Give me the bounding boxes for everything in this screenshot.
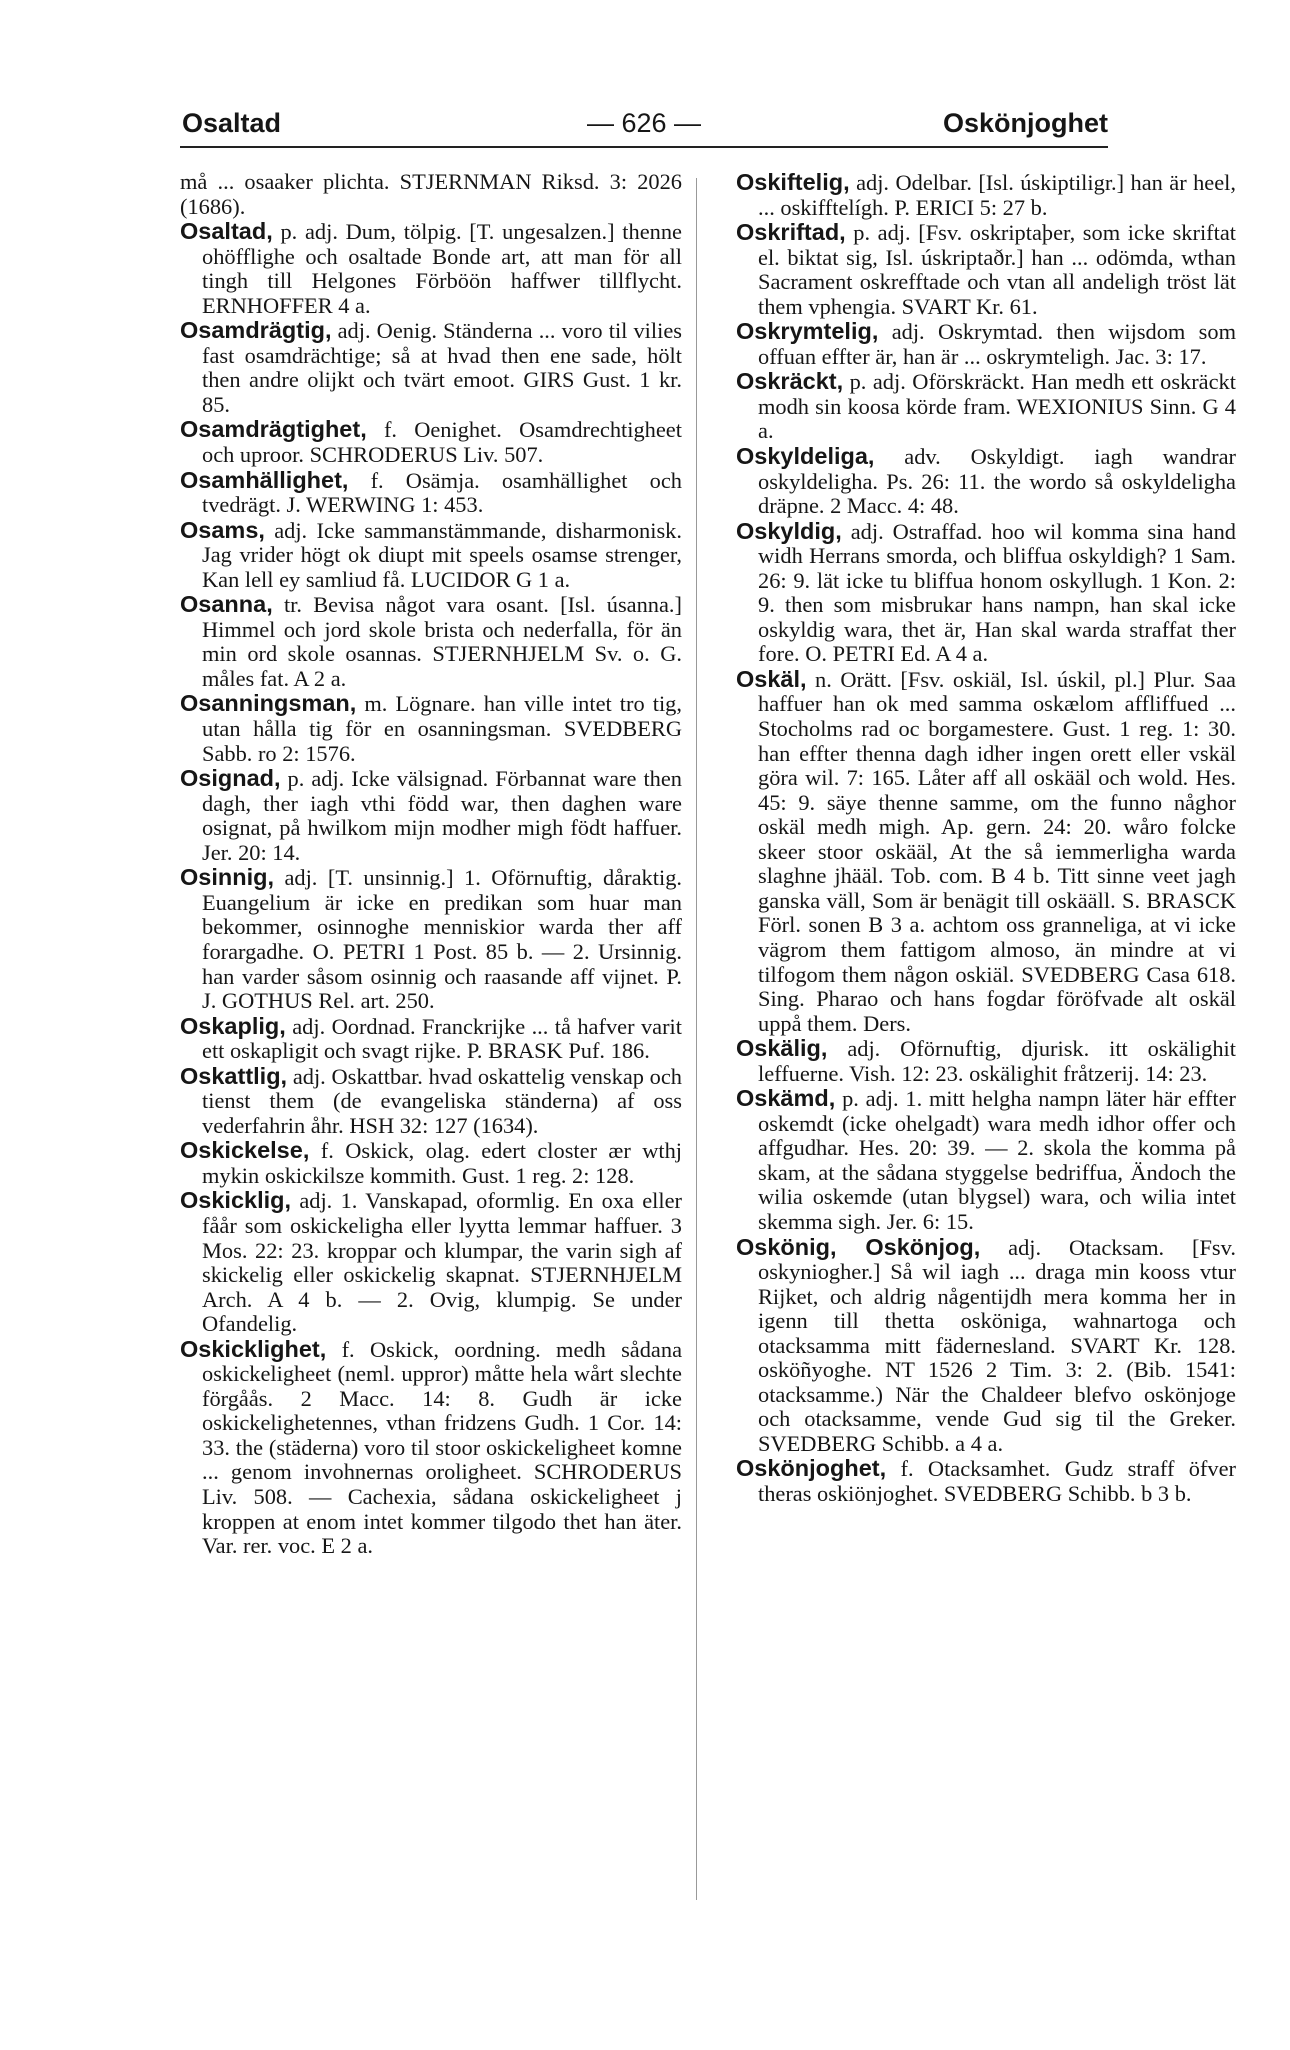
entry-body: må ... osaaker plichta. STJERNMAN Riksd. 3: 2026 (1686). [180,169,682,219]
running-header [180,106,1108,146]
header-rule [180,146,1108,148]
entry-body: Orätt. [Fsv. oskiäl, Isl. úskil, pl.] Plur. Saa haffuer han ok med samma oskælom affliffued ... Stocholms rad oc borgamestere. Gust. 1 reg. 1: 30. han effter thenna dagh idher ingen orett eller vskäl göra wil. 7: 165. Låter aff all oskääl och wold. Hes. 45: 9. säye thenne samme, om the funno någhor oskäl medh migh. Ap. gern. 24: 20. wåro folcke skeer stoor oskääl, At the så iemmerligha warda slaghne jhääl. Tob. com. B 4 b. Titt sinne veet jagh ganska väll, Som är benägit till oskääll. S. BRASCK Förl. sonen B 3 a. achtom oss granneliga, at vi icke vägrom them fattigom almoso, än mindre at vi tilfogom them någon oskiäl. SVEDBERG Casa 618. Sing. Pharao och hans fogdar föröfvade alt oskäl uppå them. Ders. [758,666,1237,1036]
headword: Oskäl, [736,665,807,692]
headword: Osamhällighet, [180,466,349,493]
dictionary-entry [736,1036,1236,1086]
left-column [180,170,682,1559]
part-of-speech: p. adj. [280,219,338,245]
dictionary-entry [736,319,1236,369]
dictionary-entry [180,219,682,318]
dictionary-entry [180,1064,682,1139]
part-of-speech: p. adj. [287,766,345,792]
dictionary-entry [736,1235,1236,1457]
dictionary-entry [736,170,1236,220]
entry-body: Dum, tölpig. [T. ungesalzen.] thenne ohöfflighe och osaltade Bonde art, att man för all tingh till Helgones Förböön haffwer tillflycht. ERNHOFFER 4 a. [202,219,682,318]
entry-body: Otacksamhet. Gudz straff öfver theras oskiönjoghet. SVEDBERG Schibb. b 3 b. [758,1456,1236,1506]
dictionary-entry [736,220,1236,319]
part-of-speech: f. [320,1138,334,1164]
headword: Osinnig, [180,864,274,891]
headword: Osamdrägtighet, [180,416,367,443]
dictionary-entry [736,1456,1236,1506]
entry-body: Oförnuftig, djurisk. itt oskälighit leffuerne. Vish. 12: 23. oskälighit fråtzerij. 14: 23. [758,1036,1236,1086]
headword: Oskriftad, [736,219,846,246]
dictionary-entry [180,170,682,219]
dictionary-entry [736,444,1236,519]
part-of-speech: f. [900,1456,914,1482]
entry-body: [T. unsinnig.] 1. Oförnuftig, dåraktig. Euangelium är icke en predikan som huar man bekommer, osinnoghe menniskior warda ther aff forargadhe. O. PETRI 1 Post. 85 b. — 2. Ursinnig. han varder såsom osinnig och raasande aff vijnet. P. J. GOTHUS Rel. art. 250. [202,865,682,1014]
part-of-speech: p. adj. [842,1086,899,1112]
dictionary-entry [736,519,1236,667]
part-of-speech: adj. [856,170,890,195]
headword: Oskiftelig, [736,169,850,195]
part-of-speech: p. adj. [853,220,911,246]
headword: Osanningsman, [180,690,357,717]
dictionary-entry [180,318,682,417]
entry-body: Oskrymtad. then wijsdom som offuan effter är, han är ... oskrymteligh. Jac. 3: 17. [758,319,1236,369]
part-of-speech: adj. [1008,1234,1042,1260]
entry-body: Oskick, oordning. medh sådana oskickeligheet (neml. uppror) måtte hela wårt slechte förgåås. 2 Macc. 14: 8. Gudh är icke oskickelighetennes, vthan fridzens Gudh. 1 Cor. 14: 33. the (städerna) voro til stoor oskickeligheet komne ... genom invohnernas oroligheet. SCHRODERUS Liv. 508. — Cachexia, sådana oskickeligheet j kroppen at enom intet kommer tilgodo thet han äter. Var. rer. voc. E 2 a. [202,1336,683,1559]
headword: Oskickelse, [180,1137,310,1164]
headword: Oskyldeliga, [736,443,875,470]
headword: Oskyldig, [736,517,842,544]
part-of-speech: m. [364,691,388,717]
dictionary-entry [736,667,1236,1036]
headword: Oskönig, Oskönjog, [736,1233,981,1260]
part-of-speech: adj. [292,1063,326,1089]
headword: Oskrymtelig, [736,318,879,345]
part-of-speech: adj. [850,518,884,544]
entry-body: Oskick, olag. edert closter ær wthj mykin oskickilsze kommith. Gust. 1 reg. 2: 128. [202,1138,683,1188]
entry-body: Oförskräckt. Han medh ett oskräckt modh sin koosa körde fram. WEXIONIUS Sinn. G 4 a. [758,369,1236,444]
entry-body: Osämja. osamhällighet och tvedrägt. J. WERWING 1: 453. [202,467,682,518]
dictionary-entry [180,518,682,593]
entry-body: Icke välsignad. Förbannat ware then dagh, ther iagh vthi född war, then daghen ware osignat, på hwilkom mijn modher migh födt haffuer. Jer. 20: 14. [202,766,683,865]
part-of-speech: adj. [292,1013,326,1039]
dictionary-entry [180,468,682,518]
dictionary-entry [736,1086,1236,1234]
page-number: — 626 — [586,108,702,138]
dictionary-entry [180,592,682,691]
dictionary-entry [180,417,682,467]
entry-body: Oordnad. Franckrijke ... tå hafver varit ett oskapligit och svagt rijke. P. BRASK Puf. 186. [202,1013,682,1064]
headword: Oskräckt, [736,368,844,395]
entry-body: Ostraffad. hoo wil komma sina hand widh Herrans smorda, och bliffua oskyldigh? 1 Sam. 26: 9. lät icke tu bliffua honom oskyllugh. 1 Kon. 2: 9. then som misbrukar hans nampn, han skal icke oskyldig wara, thet är, Han skal warda straffat ther fore. O. PETRI Ed. A 4 a. [758,518,1236,667]
headword: Osams, [180,516,265,543]
part-of-speech: adv. [904,444,941,470]
entry-body: 1. mitt helgha nampn läter här effter oskemdt (icke ohelgadt) wara medh idhor offer och affgudhar. Hes. 20: 39. — 2. skola the komma på skam, at the sådana styggelse bedriffua, Ändoch the wilia oskemde (utan blygsel) wara, och wilia intet skemma sigh. Jer. 6: 15. [758,1086,1236,1234]
dictionary-entry [180,1337,682,1559]
entry-body: Bevisa något vara osant. [Isl. úsanna.] Himmel och jord skole brista och nederfalla, för än min ord skole osannas. STJERNHJELM Sv. o. G. måles fat. A 2 a. [202,592,682,691]
header-right-guideword: Oskönjoghet [942,108,1108,138]
dictionary-entry [180,691,682,766]
headword: Oskönjoghet, [736,1455,887,1482]
part-of-speech: adj. [299,1188,333,1214]
headword: Oskaplig, [180,1012,286,1039]
part-of-speech: tr. [283,592,302,618]
dictionary-entry [180,1138,682,1188]
entry-body: 1. Vanskapad, oformlig. En oxa eller fåår som oskickeligha eller lyytta lemmar haffuer. 3 Mos. 22: 23. kroppar och klumpar, the varin sigh af skickelig eller oskickelig skapnat. STJERNHJELM Arch. A 4 b. — 2. Ovig, klumpig. Se under Ofandelig. [202,1188,682,1337]
part-of-speech: f. [370,467,384,493]
entry-body: Otacksam. [Fsv. oskyniogher.] Så wil iagh ... draga min kooss vtur Rijket, och aldrig någentijdh mera komma her in igenn till thetta osköniga, wahnartoga och otacksamma mitt fädernesland. SVART Kr. 128. osköñyoghe. NT 1526 2 Tim. 3: 2. (Bib. 1541: otacksamme.) När the Chaldeer blefvo oskönjoge och otacksamme, vende Gud sig til the Greker. SVEDBERG Schibb. a 4 a. [758,1234,1236,1456]
part-of-speech: f. [383,417,397,443]
entry-body: Odelbar. [Isl. úskiptiligr.] han är heel, ... oskifftelígh. P. ERICI 5: 27 b. [758,170,1236,220]
entry-body: Icke sammanstämmande, disharmonisk. Jag vrider högt ok diupt mit speels osamse strenger, Kan lell ey samliud få. LUCIDOR G 1 a. [202,517,682,592]
headword: Oskämd, [736,1085,836,1112]
entry-body: Oskattbar. hvad oskattelig venskap och tienst them (de evangeliska ständerna) af oss vederfahrin åhr. HSH 32: 127 (1634). [202,1063,682,1138]
dictionary-entry [180,1014,682,1064]
headword: Osamdrägtig, [180,317,332,344]
part-of-speech: f. [341,1336,355,1362]
headword: Oskattlig, [180,1062,288,1089]
header-left-guideword: Osaltad [182,108,282,138]
right-column [736,170,1236,1507]
part-of-speech: n. [815,666,832,692]
entry-body: Oenig. Ständerna ... voro til vilies fast osamdrächtige; så at hvad then ene sade, hölt then andre olijkt och tvärt emoot. GIRS Gust. 1 kr. 85. [202,318,682,417]
part-of-speech: adj. [891,319,925,345]
dictionary-entry [180,766,682,865]
headword: Oskicklig, [180,1187,292,1214]
dictionary-entry [736,369,1236,444]
headword: Oskälig, [736,1035,828,1062]
headword: Osaltad, [180,218,273,245]
column-divider [696,178,697,1900]
dictionary-entry [180,865,682,1013]
dictionary-entry [180,1188,682,1336]
headword: Osignad, [180,765,281,792]
headword: Oskicklighet, [180,1335,327,1362]
headword: Osanna, [180,591,273,618]
entry-body: Oskyldigt. iagh wandrar oskyldeligha. Ps. 26: 11. the wordo så oskyldeligha dräpne. 2 Macc. 4: 48. [758,444,1236,519]
part-of-speech: p. adj. [849,369,906,395]
part-of-speech: adj. [284,865,318,891]
entry-body: Oenighet. Osamdrechtigheet och uproor. SCHRODERUS Liv. 507. [202,417,682,468]
entry-body: Lögnare. han ville intet tro tig, utan hålla tig för en osanningsman. SVEDBERG Sabb. ro 2: 1576. [202,691,682,766]
part-of-speech: adj. [337,318,371,344]
part-of-speech: adj. [847,1036,881,1062]
entry-body: [Fsv. oskriptaþer, som icke skriftat el. biktat sig, Isl. úskriptaðr.] han ... odömda, wthan Sacrament oskrefftade och vtan all andeligh tröst lät them vphengia. SVART Kr. 61. [758,220,1236,319]
part-of-speech: adj. [274,517,308,543]
